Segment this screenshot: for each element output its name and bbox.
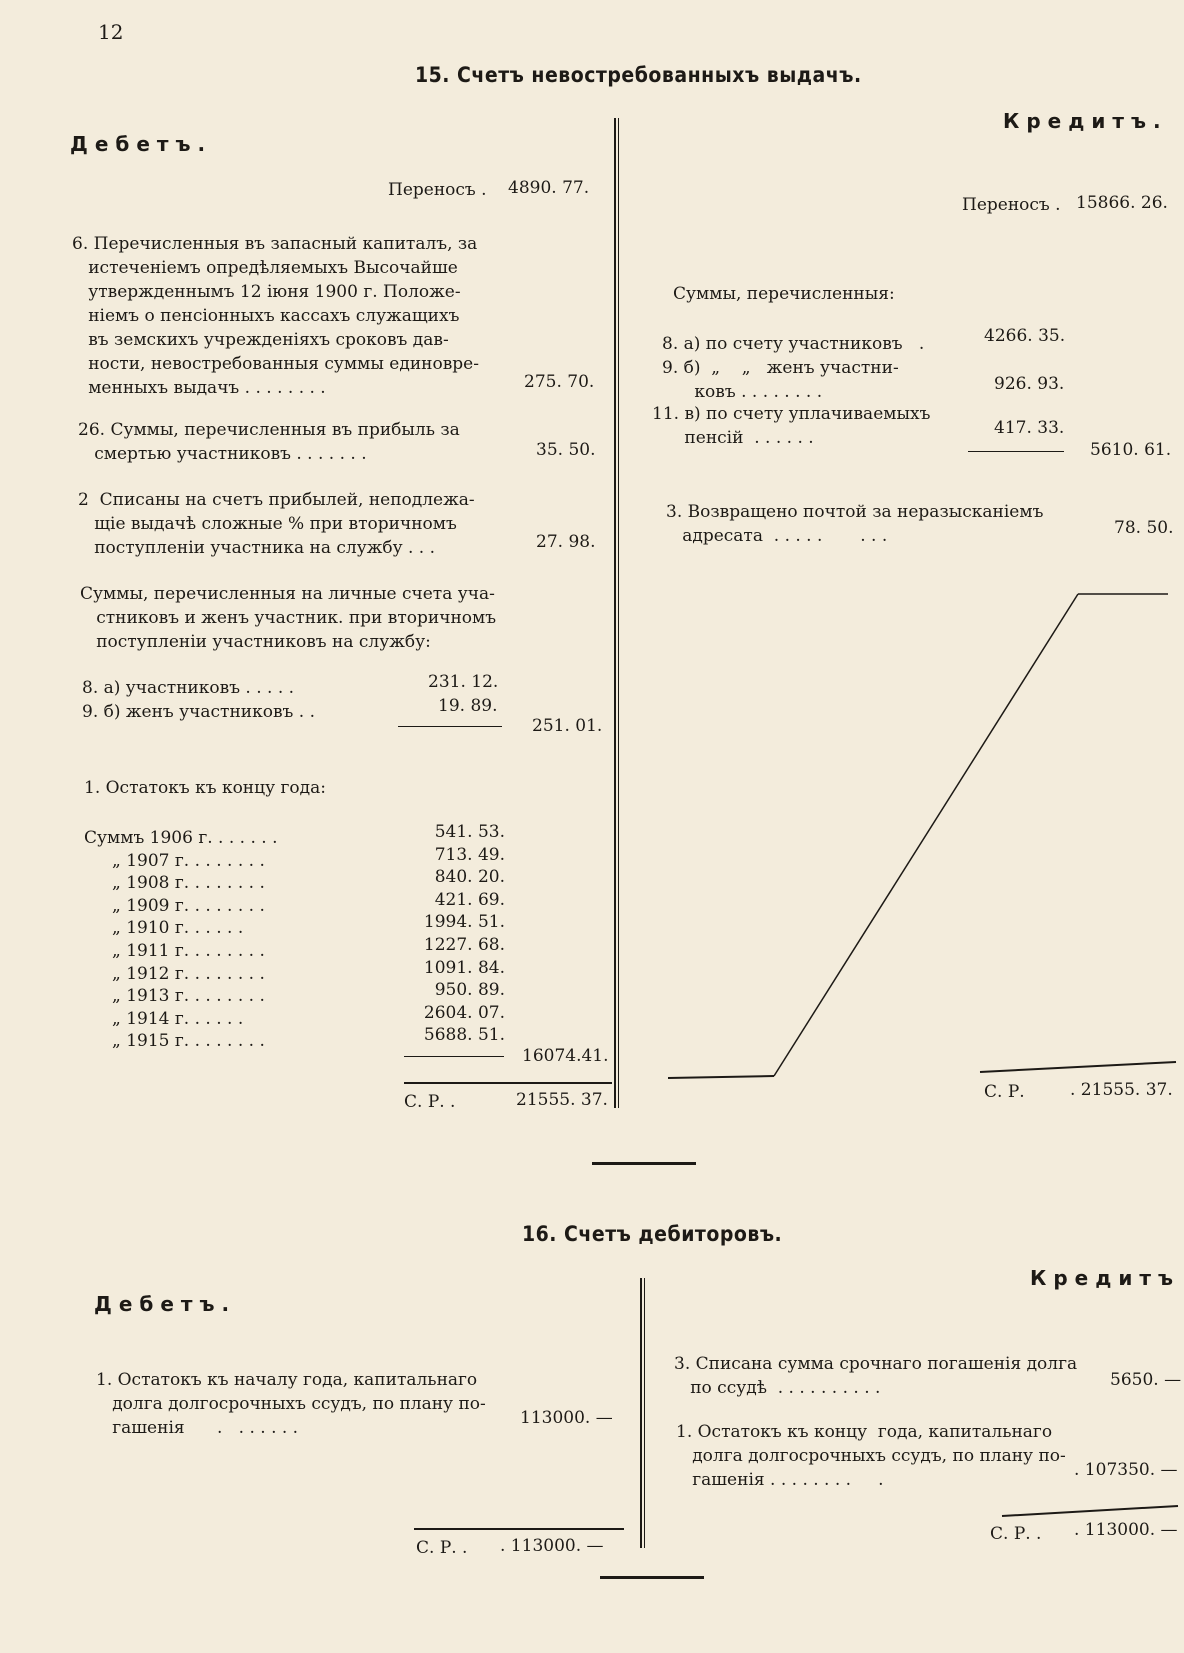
s16-credit-item-1-value: . 107350. — — [1074, 1460, 1178, 1480]
debit-balance-total: 16074.41. — [522, 1046, 609, 1066]
credit-row-8-value: 4266. 35. — [984, 326, 1066, 346]
balance-row-value: 5688. 51. — [423, 1025, 505, 1046]
page-number: 12 — [98, 20, 124, 44]
balance-row-label: „ 1910 г. . . . . . — [112, 918, 244, 939]
s16-credit-sum-value: . 113000. — — [1074, 1520, 1178, 1540]
credit-row-11-label: 11. в) по счету уплачиваемыхъ пенсій . . . . . . — [652, 404, 931, 448]
credit-carry-label: Переносъ . — [962, 195, 1061, 215]
balance-row-value: 1227. 68. — [423, 935, 505, 955]
balance-row-value: 541. 53. — [434, 822, 505, 842]
balance-row-label: „ 1912 г. . . . . . . . — [112, 963, 265, 984]
s16-credit-item-3-text: 3. Списана сумма срочнаго погашенія долга по ссудѣ . . . . . . . . . . — [674, 1354, 1078, 1398]
balance-row-value: 1994. 51. — [423, 912, 505, 933]
section-16-credit-heading: Кредитъ — [1030, 1266, 1181, 1290]
debit-sum-value: 21555. 37. — [516, 1090, 608, 1110]
debit-carry-value: 4890. 77. — [508, 178, 590, 198]
debit-item-2-value: 27. 98. — [536, 532, 596, 552]
s16-debit-sum-label: С. Р. . — [416, 1538, 468, 1558]
balance-row-label: „ 1914 г. . . . . . — [112, 1008, 244, 1029]
balance-row-label: „ 1907 г. . . . . . . . — [112, 850, 265, 871]
credit-sum-value: . 21555. 37. — [1070, 1080, 1173, 1100]
credit-carry-value: 15866. 26. — [1076, 193, 1168, 213]
debit-item-2-text: 2 Списаны на счетъ прибылей, неподлежа- щіе выдачѣ сложные % при вторичномъ поступленіи участника на службу . . . — [78, 490, 475, 558]
section-separator — [592, 1162, 696, 1165]
s16-debit-item-1-text: 1. Остатокъ къ началу года, капитальнаго долга долгосрочныхъ ссудъ, по плану по- гашенія . . . . . . . — [96, 1370, 486, 1438]
balance-row-value: 950. 89. — [434, 980, 505, 1001]
debit-sub-9-label: 9. б) женъ участниковъ . . — [82, 702, 315, 722]
debit-item-26-text: 26. Суммы, перечисленныя въ прибыль за смертью участниковъ . . . . . . . — [78, 420, 460, 464]
debit-sub-8-label: 8. а) участниковъ . . . . . — [82, 678, 295, 698]
balance-row-value: 1091. 84. — [423, 957, 505, 978]
debit-sums-intro: Суммы, перечисленныя на личные счета уча- стниковъ и женъ участник. при вторичномъ поступленіи участниковъ на службу: — [80, 584, 497, 652]
balance-row-value: 713. 49. — [434, 844, 505, 865]
s16-credit-sum-label: С. Р. . — [990, 1524, 1042, 1544]
credit-sums-heading: Суммы, перечисленныя: — [673, 284, 895, 304]
balance-row-label: „ 1913 г. . . . . . . . — [112, 986, 265, 1007]
debit-sum-label: С. Р. . — [404, 1092, 456, 1112]
section-16-debit-heading: Дебетъ. — [94, 1292, 237, 1316]
debit-carry-label: Переносъ . — [388, 180, 487, 200]
bottom-separator — [600, 1576, 704, 1579]
s16-credit-item-3-value: 5650. — — [1110, 1370, 1182, 1390]
credit-sum-label: С. Р. — [984, 1082, 1025, 1102]
debit-item-26-value: 35. 50. — [536, 440, 596, 460]
balance-row-value: 421. 69. — [434, 889, 505, 910]
section-16-title: 16. Счетъ дебиторовъ. — [522, 1222, 783, 1246]
balance-row-label: „ 1908 г. . . . . . . . — [112, 873, 265, 894]
credit-rows-total: 5610. 61. — [1090, 440, 1172, 460]
credit-row-9-label: 9. б) „ „ женъ участни- ковъ . . . . . . . . — [662, 358, 899, 402]
balance-row-label: Суммъ 1906 г. . . . . . . — [84, 828, 278, 848]
credit-row-8-label: 8. а) по счету участниковъ . — [662, 334, 925, 354]
section-15-debit-heading: Дебетъ. — [70, 132, 213, 156]
section-16-divider-inner — [644, 1278, 645, 1548]
balance-row-label: „ 1911 г. . . . . . . . — [112, 941, 265, 961]
credit-row-9-value: 926. 93. — [994, 374, 1065, 394]
credit-item-3-value: 78. 50. — [1114, 518, 1174, 538]
balance-row-value: 840. 20. — [434, 867, 505, 888]
section-16-divider — [640, 1278, 642, 1548]
debit-item-6-text: 6. Перечисленныя въ запасный капиталъ, за истеченіемъ опредѣляемыхъ Высочайше утвержденнымъ 12 іюня 1900 г. Положе- ніемъ о пенсіонныхъ кассахъ служащихъ въ земскихъ учрежденіяхъ сроковъ дав- ности, невостребованныя суммы единовре- менныхъ выдачъ . . . . . . . . — [72, 234, 479, 398]
debit-sub-8-value: 231. 12. — [428, 672, 499, 692]
credit-item-3-text: 3. Возвращено почтой за неразысканіемъ адресата . . . . . . . . — [666, 502, 1044, 546]
debit-sub-total: 251. 01. — [532, 716, 603, 736]
s16-debit-item-1-value: 113000. — — [520, 1408, 613, 1428]
s16-debit-sum-value: . 113000. — — [500, 1536, 604, 1556]
balance-row-label: „ 1909 г. . . . . . . . — [112, 895, 265, 916]
balance-row-value: 2604. 07. — [423, 1002, 505, 1023]
debit-balance-heading: 1. Остатокъ къ концу года: — [84, 778, 326, 798]
credit-row-11-value: 417. 33. — [994, 418, 1065, 438]
s16-credit-item-1-text: 1. Остатокъ къ концу года, капитальнаго долга долгосрочныхъ ссудъ, по плану по- гашенія . . . . . . . . . — [676, 1422, 1066, 1490]
balance-row-label: „ 1915 г. . . . . . . . — [112, 1031, 265, 1052]
section-15-credit-heading: Кредитъ. — [1003, 109, 1168, 133]
s16-debit-sum-rule — [414, 1528, 624, 1530]
debit-item-6-value: 275. 70. — [524, 372, 595, 392]
section-15-title: 15. Счетъ невостребованныхъ выдачъ. — [415, 63, 862, 87]
debit-sub-9-value: 19. 89. — [438, 696, 498, 716]
